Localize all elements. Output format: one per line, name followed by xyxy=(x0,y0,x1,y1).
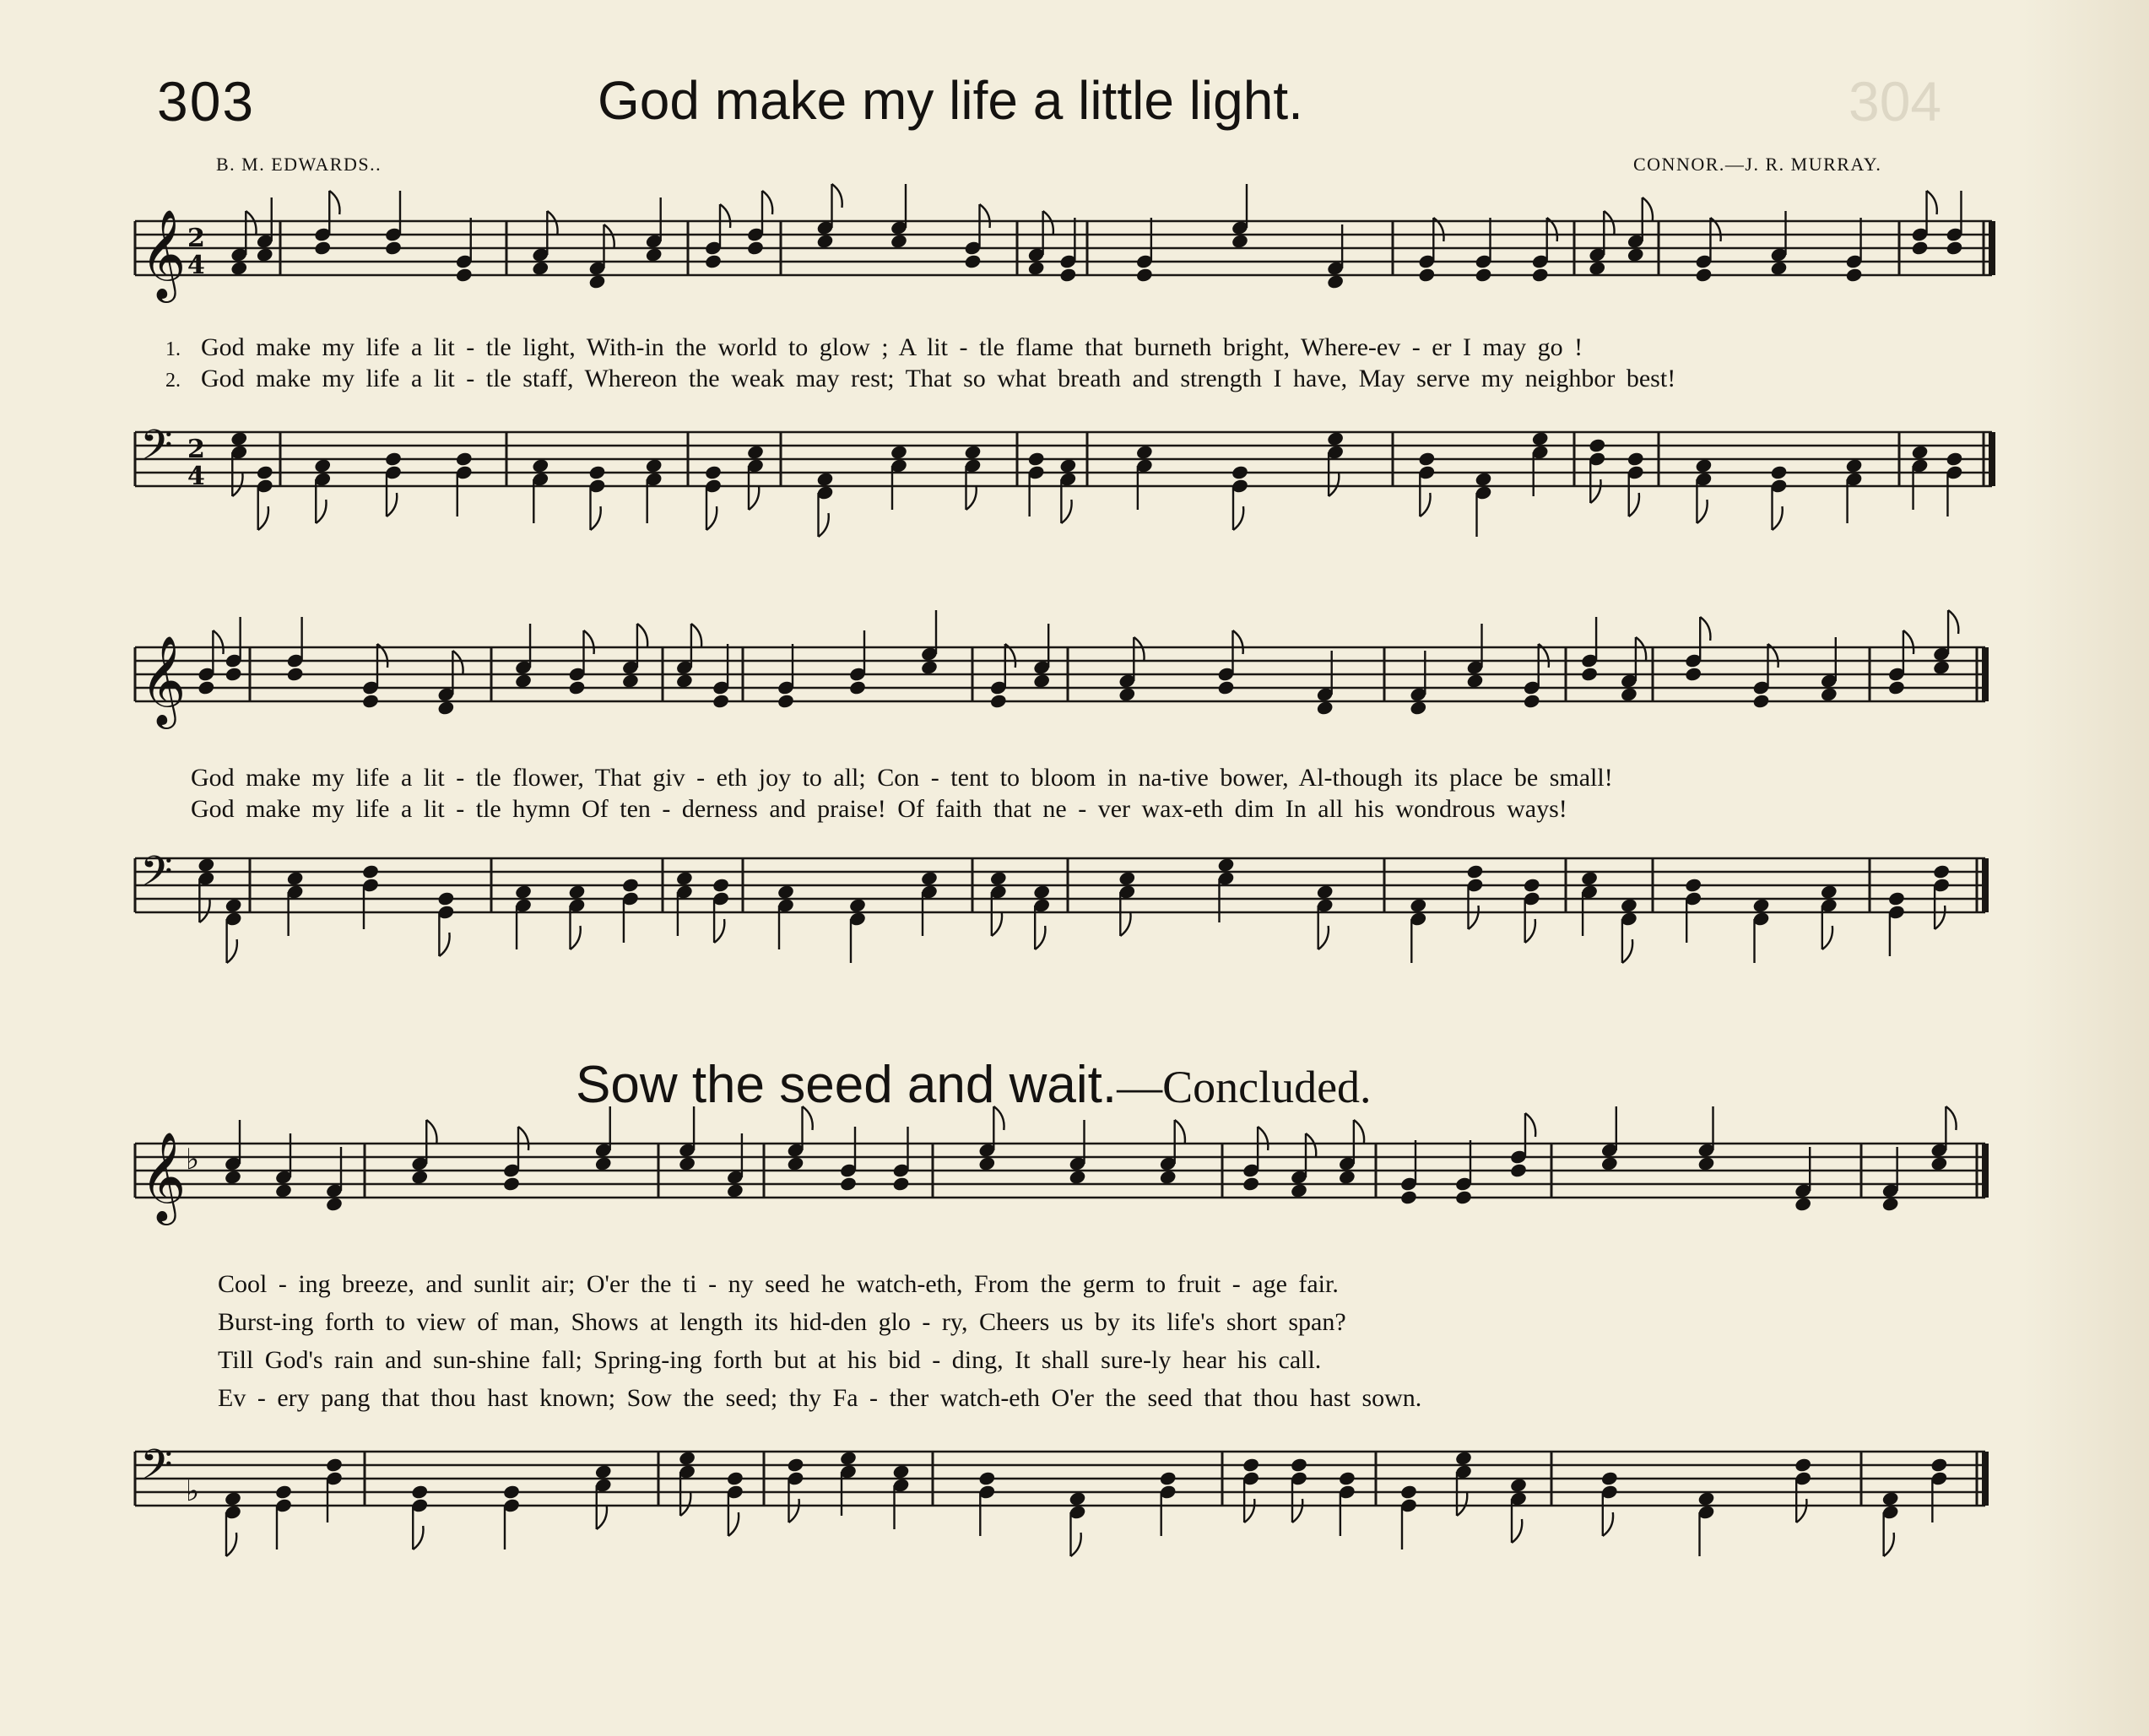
system2-lyric-line-1: God make my life a lit - tle flower, That giv - eth joy to all; Con - tent to bloom in na-tive bower, Al-though its place be small! xyxy=(191,764,1613,792)
system1-lyric-line-2 xyxy=(165,365,1675,393)
music-credit: CONNOR.—J. R. MURRAY. xyxy=(1633,154,1882,175)
system3-lyric-line-3: Till God's rain and sun-shine fall; Spring-ing forth but at his bid - ding, It shall sure-ly hear his call. xyxy=(218,1346,1322,1374)
system2-bass-staff xyxy=(0,840,2149,1000)
lyric-text: God make my life a lit - tle light, With-in the world to glow ; A lit - tle flame that burneth bright, Where-ev - er I may go ! xyxy=(201,333,1583,361)
system2-lyric-line-2: God make my life a lit - tle hymn Of ten - derness and praise! Of faith that ne - ver wax-eth dim In all his wondrous ways! xyxy=(191,795,1567,823)
words-credit: B. M. EDWARDS.. xyxy=(216,154,382,175)
system1-bass-staff xyxy=(0,414,2149,565)
system3-lyric-line-1: Cool - ing breeze, and sunlit air; O'er the ti - ny seed he watch-eth, From the germ to fruit - age fair. xyxy=(218,1270,1339,1298)
svg-text:𝄞: 𝄞 xyxy=(140,1131,187,1221)
svg-text:♭: ♭ xyxy=(186,1474,200,1508)
section-subtitle: —Concluded. xyxy=(1117,1062,1372,1112)
system2-treble-staff xyxy=(0,629,2149,755)
hymn-title: God make my life a little light. xyxy=(598,70,1303,131)
svg-text:𝄞: 𝄞 xyxy=(140,635,187,725)
svg-text:𝄢: 𝄢 xyxy=(140,421,173,480)
verse-number: 1. xyxy=(165,338,181,360)
section-title-text: Sow the seed and wait. xyxy=(576,1056,1118,1114)
section-title xyxy=(576,1055,1372,1115)
hymn-number: 303 xyxy=(157,70,256,132)
bleed-through-number: 304 xyxy=(1849,70,1942,132)
svg-text:♭: ♭ xyxy=(186,1143,200,1176)
svg-text:𝄞: 𝄞 xyxy=(140,208,187,299)
system1-treble-staff xyxy=(0,203,2149,312)
system3-bass-staff xyxy=(0,1435,2149,1587)
svg-text:𝄢: 𝄢 xyxy=(140,847,173,906)
svg-text:4: 4 xyxy=(187,462,205,491)
svg-text:2: 2 xyxy=(187,435,205,464)
system1-lyric-line-1 xyxy=(165,333,1583,362)
lyric-text: God make my life a lit - tle staff, Whereon the weak may rest; That so what breath and strength I have, May serve my neighbor best! xyxy=(201,365,1676,392)
system3-treble-staff xyxy=(0,1127,2149,1262)
svg-text:2: 2 xyxy=(187,224,205,253)
system3-lyric-line-2: Burst-ing forth to view of man, Shows at length its hid-den glo - ry, Cheers us by its life's short span? xyxy=(218,1308,1346,1336)
system3-lyric-line-4: Ev - ery pang that thou hast known; Sow the seed; thy Fa - ther watch-eth O'er the seed that thou hast sown. xyxy=(218,1384,1422,1412)
verse-number: 2. xyxy=(165,370,181,392)
page-edge-shadow xyxy=(2022,0,2149,1736)
svg-text:4: 4 xyxy=(187,251,205,280)
svg-text:𝄢: 𝄢 xyxy=(140,1441,173,1500)
